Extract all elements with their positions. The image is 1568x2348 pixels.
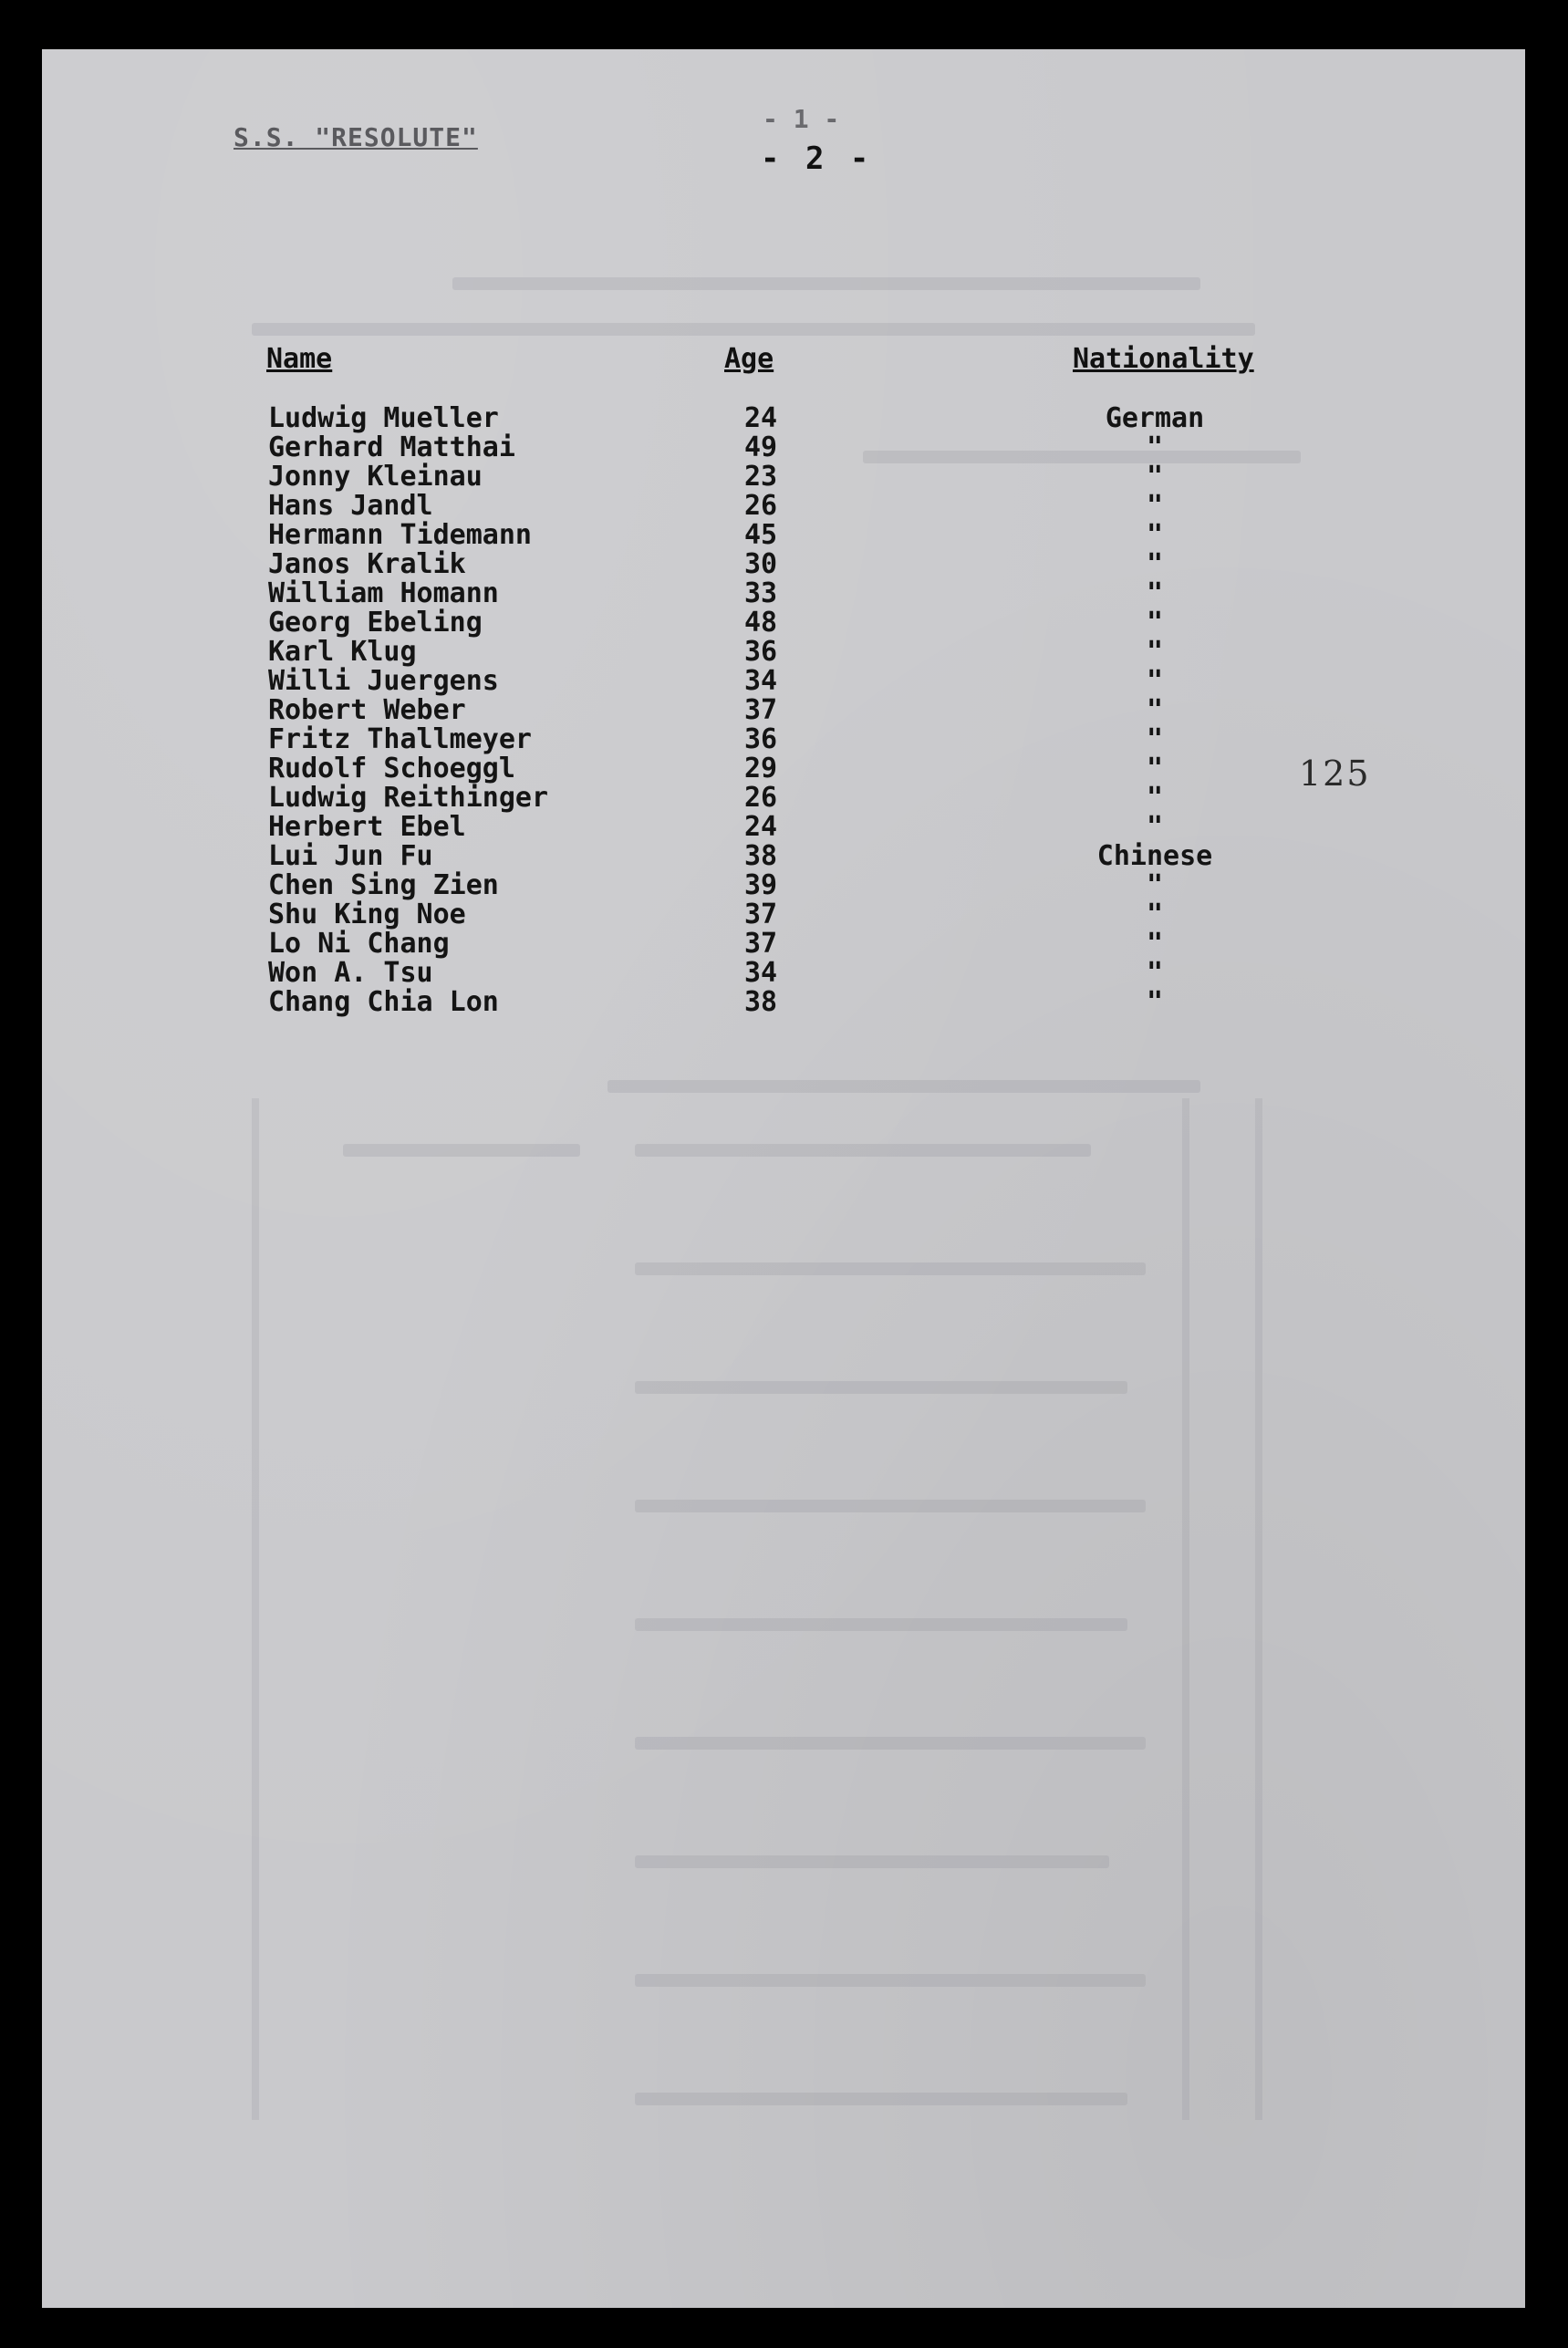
crew-name: Chang Chia Lon bbox=[268, 986, 499, 1018]
crew-age: 38 bbox=[744, 840, 778, 872]
ship-name: S.S. "RESOLUTE" bbox=[234, 122, 478, 152]
crew-nationality: " bbox=[1146, 577, 1164, 609]
crew-nationality: " bbox=[1146, 461, 1164, 493]
crew-nationality: " bbox=[1146, 869, 1164, 901]
crew-nationality: " bbox=[1146, 636, 1164, 668]
crew-nationality: " bbox=[1146, 811, 1164, 843]
crew-age: 26 bbox=[744, 490, 778, 522]
crew-age: 26 bbox=[744, 782, 778, 814]
crew-nationality: " bbox=[1146, 899, 1164, 930]
crew-name: Lui Jun Fu bbox=[268, 840, 433, 872]
crew-nationality: " bbox=[1146, 753, 1164, 784]
crew-age: 23 bbox=[744, 461, 778, 493]
crew-name: Robert Weber bbox=[268, 694, 466, 726]
crew-nationality: " bbox=[1146, 431, 1164, 463]
crew-nationality: " bbox=[1146, 782, 1164, 814]
crew-name: Chen Sing Zien bbox=[268, 869, 499, 901]
crew-name: Georg Ebeling bbox=[268, 607, 483, 639]
crew-name: Lo Ni Chang bbox=[268, 928, 450, 960]
crew-nationality: " bbox=[1146, 665, 1164, 697]
crew-name: Gerhard Matthai bbox=[268, 431, 515, 463]
column-header-age: Age bbox=[724, 343, 774, 375]
crew-name: William Homann bbox=[268, 577, 499, 609]
crew-name: Fritz Thallmeyer bbox=[268, 723, 532, 755]
crew-age: 34 bbox=[744, 957, 778, 989]
column-header-name: Name bbox=[266, 343, 333, 375]
crew-name: Willi Juergens bbox=[268, 665, 499, 697]
crew-name: Hans Jandl bbox=[268, 490, 433, 522]
crew-nationality: " bbox=[1146, 694, 1164, 726]
document-page bbox=[42, 49, 1525, 2308]
crew-name: Won A. Tsu bbox=[268, 957, 433, 989]
crew-name: Hermann Tidemann bbox=[268, 519, 532, 551]
crew-age: 30 bbox=[744, 548, 778, 580]
crew-age: 24 bbox=[744, 402, 778, 434]
crew-age: 49 bbox=[744, 431, 778, 463]
column-header-nationality: Nationality bbox=[1073, 343, 1254, 375]
crew-age: 36 bbox=[744, 723, 778, 755]
crew-age: 36 bbox=[744, 636, 778, 668]
crew-name: Ludwig Mueller bbox=[268, 402, 499, 434]
crew-nationality: " bbox=[1146, 548, 1164, 580]
crew-nationality: " bbox=[1146, 490, 1164, 522]
crew-nationality: Chinese bbox=[1096, 840, 1213, 872]
crew-name: Janos Kralik bbox=[268, 548, 466, 580]
crew-nationality: " bbox=[1146, 986, 1164, 1018]
crew-age: 37 bbox=[744, 694, 778, 726]
crew-name: Herbert Ebel bbox=[268, 811, 466, 843]
crew-age: 34 bbox=[744, 665, 778, 697]
crew-nationality: " bbox=[1146, 723, 1164, 755]
crew-nationality: German bbox=[1105, 402, 1205, 434]
crew-age: 45 bbox=[744, 519, 778, 551]
crew-age: 33 bbox=[744, 577, 778, 609]
crew-age: 24 bbox=[744, 811, 778, 843]
crew-name: Rudolf Schoeggl bbox=[268, 753, 515, 784]
marginal-note: 125 bbox=[1299, 753, 1371, 794]
crew-age: 39 bbox=[744, 869, 778, 901]
crew-nationality: " bbox=[1146, 519, 1164, 551]
crew-age: 29 bbox=[744, 753, 778, 784]
crew-name: Shu King Noe bbox=[268, 899, 466, 930]
crew-age: 38 bbox=[744, 986, 778, 1018]
ghost-page-number: - 1 - bbox=[763, 104, 840, 134]
crew-nationality: " bbox=[1146, 928, 1164, 960]
crew-age: 37 bbox=[744, 928, 778, 960]
crew-age: 48 bbox=[744, 607, 778, 639]
crew-name: Karl Klug bbox=[268, 636, 417, 668]
crew-nationality: " bbox=[1146, 957, 1164, 989]
crew-name: Ludwig Reithinger bbox=[268, 782, 549, 814]
crew-name: Jonny Kleinau bbox=[268, 461, 483, 493]
crew-age: 37 bbox=[744, 899, 778, 930]
page-number: - 2 - bbox=[761, 140, 873, 177]
crew-nationality: " bbox=[1146, 607, 1164, 639]
